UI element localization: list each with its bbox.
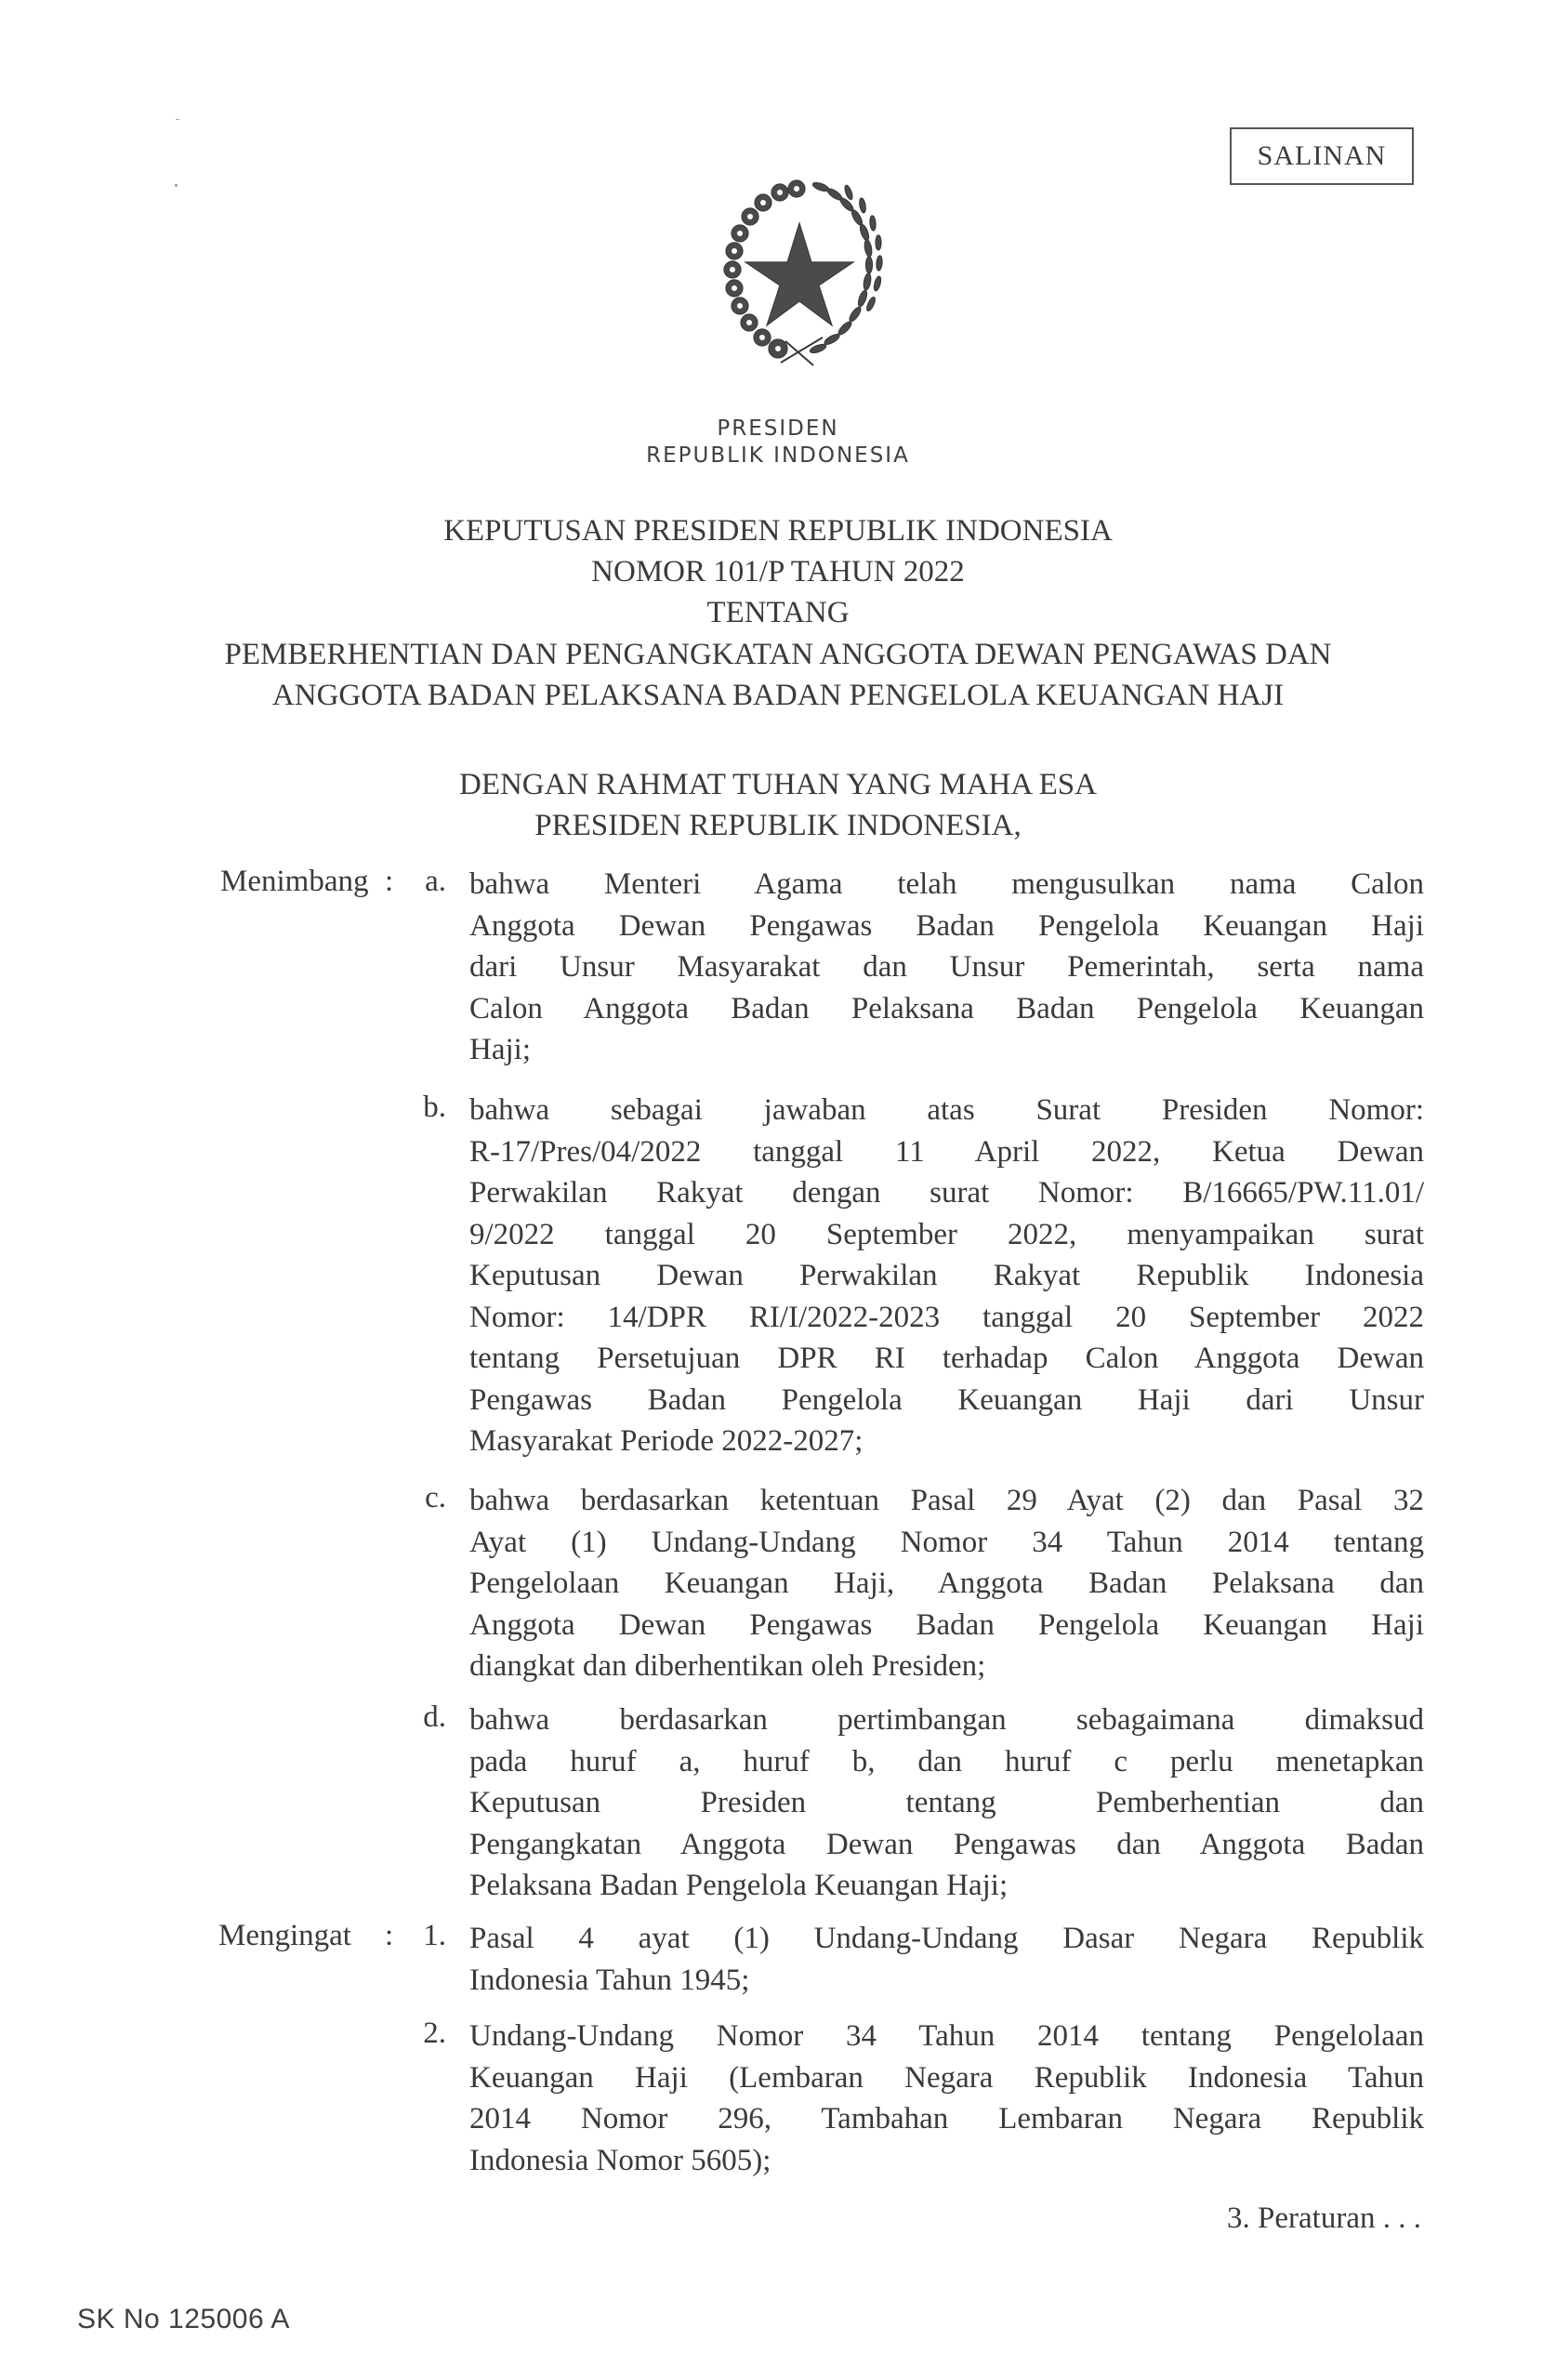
mengingat-marker-2: 2. — [423, 2016, 446, 2050]
text-line: bahwa berdasarkan ketentuan Pasal 29 Ayat (2) dan Pasal 32 — [469, 1484, 1424, 1517]
mengingat-colon: : — [385, 1919, 394, 1952]
issuer-line-1: PRESIDEN — [717, 416, 839, 441]
decree-subject-line-2: ANGGOTA BADAN PELAKSANA BADAN PENGELOLA KEUANGAN HAJI — [271, 679, 1285, 712]
text-line: Pelaksana Badan Pengelola Keuangan Haji; — [469, 1869, 1009, 1902]
text-line: Pengelolaan Keuangan Haji, Anggota Badan Pelaksana dan — [469, 1567, 1424, 1600]
menimbang-marker-c: c. — [425, 1481, 446, 1514]
text-line: Ayat (1) Undang-Undang Nomor 34 Tahun 2014 tentang — [469, 1525, 1424, 1559]
text-line: Masyarakat Periode 2022-2027; — [469, 1424, 864, 1458]
star-icon — [745, 223, 853, 325]
text-line: bahwa berdasarkan pertimbangan sebagaimana dimaksud — [469, 1703, 1424, 1737]
scan-speck — [175, 184, 178, 187]
text-line: Keuangan Haji (Lembaran Negara Republik Indonesia Tahun — [469, 2060, 1424, 2095]
text-line: Anggota Dewan Pengawas Badan Pengelola Keuangan Haji — [469, 908, 1424, 943]
text-line: Pasal 4 ayat (1) Undang-Undang Dasar Negara Republik — [469, 1922, 1424, 1955]
menimbang-marker-a: a. — [425, 865, 446, 898]
salinan-label: SALINAN — [1257, 140, 1387, 171]
menimbang-item-a — [469, 864, 1424, 1071]
text-line: Undang-Undang Nomor 34 Tahun 2014 tentang Pengelolaan — [469, 2019, 1424, 2053]
menimbang-label: Menimbang — [220, 865, 369, 898]
text-line: Anggota Dewan Pengawas Badan Pengelola Keuangan Haji — [469, 1607, 1424, 1642]
text-line: Keputusan Dewan Perwakilan Rakyat Republik Indonesia — [469, 1259, 1424, 1292]
text-line: tentang Persetujuan DPR RI terhadap Calon Anggota Dewan — [469, 1342, 1424, 1375]
salinan-stamp — [1230, 127, 1414, 185]
text-line: diangkat dan diberhentikan oleh Presiden; — [469, 1649, 986, 1683]
menimbang-item-d — [469, 1699, 1424, 1907]
text-line: bahwa sebagai jawaban atas Surat Presiden Nomor: — [469, 1093, 1424, 1127]
mengingat-item-2 — [469, 2016, 1424, 2181]
text-line: Haji; — [469, 1033, 531, 1066]
menimbang-colon: : — [385, 865, 394, 898]
mengingat-marker-1: 1. — [423, 1919, 446, 1952]
text-line: Keputusan Presiden tentang Pemberhentian dan — [469, 1786, 1424, 1819]
text-line: Perwakilan Rakyat dengan surat Nomor: B/16665/PW.11.01/ — [469, 1176, 1424, 1210]
mengingat-item-1 — [469, 1918, 1424, 2001]
presidential-emblem-icon — [692, 172, 906, 386]
document-serial-code: SK No 125006 A — [77, 2304, 290, 2334]
text-line: Indonesia Tahun 1945; — [469, 1963, 750, 1997]
preamble-line-1: DENGAN RAHMAT TUHAN YANG MAHA ESA — [458, 768, 1097, 801]
text-line: bahwa Menteri Agama telah mengusulkan nama Calon — [469, 867, 1424, 901]
text-line: pada huruf a, huruf b, dan huruf c perlu menetapkan — [469, 1744, 1424, 1778]
text-line: dari Unsur Masyarakat dan Unsur Pemerintah, serta nama — [469, 950, 1424, 984]
text-line: 9/2022 tanggal 20 September 2022, menyampaikan surat — [469, 1217, 1424, 1251]
scan-speck — [176, 119, 179, 120]
text-line: Pengawas Badan Pengelola Keuangan Haji dari Unsur — [469, 1382, 1424, 1417]
text-line: Nomor: 14/DPR RI/I/2022-2023 tanggal 20 September 2022 — [469, 1300, 1424, 1334]
menimbang-marker-b: b. — [423, 1091, 446, 1124]
decree-number: NOMOR 101/P TAHUN 2022 — [591, 555, 965, 588]
text-line: R-17/Pres/04/2022 tanggal 11 April 2022, Ketua Dewan — [469, 1134, 1424, 1169]
decree-subject-line-1: PEMBERHENTIAN DAN PENGANGKATAN ANGGOTA DEWAN PENGAWAS DAN — [224, 638, 1332, 671]
text-line: Calon Anggota Badan Pelaksana Badan Pengelola Keuangan — [469, 991, 1424, 1025]
decree-tentang: TENTANG — [706, 596, 850, 629]
menimbang-item-b — [469, 1090, 1424, 1462]
issuer-line-2: REPUBLIK INDONESIA — [646, 443, 910, 468]
menimbang-item-c — [469, 1480, 1424, 1687]
text-line: Indonesia Nomor 5605); — [469, 2143, 771, 2177]
page-continuation: 3. Peraturan . . . — [1227, 2202, 1421, 2235]
mengingat-label: Mengingat — [218, 1919, 351, 1952]
text-line: Pengangkatan Anggota Dewan Pengawas dan Anggota Badan — [469, 1827, 1424, 1861]
text-line: 2014 Nomor 296, Tambahan Lembaran Negara Republik — [469, 2102, 1424, 2135]
menimbang-marker-d: d. — [423, 1700, 446, 1734]
preamble-line-2: PRESIDEN REPUBLIK INDONESIA, — [534, 809, 1022, 842]
decree-title: KEPUTUSAN PRESIDEN REPUBLIK INDONESIA — [443, 514, 1113, 548]
